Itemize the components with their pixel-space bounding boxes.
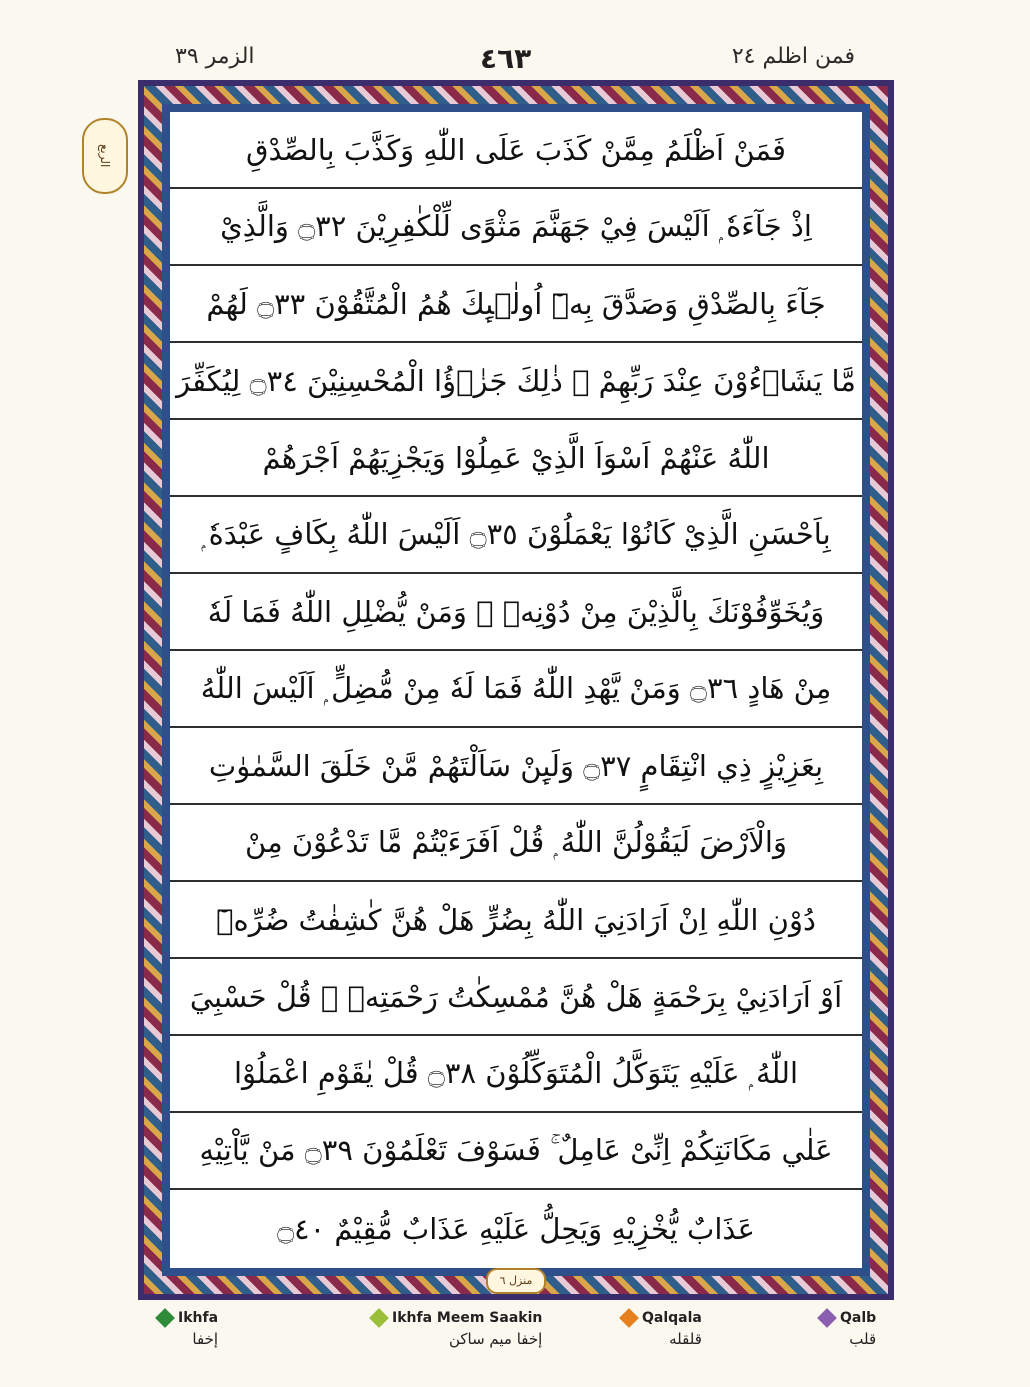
legend-item-ikhfa [158,1310,218,1348]
legend-label-ar: قلقله [669,1330,702,1348]
text-line: مِنْ هَادٍ ۝٣٦ وَمَنْ يَّهْدِ اللّٰهُ فَمَا لَهٗ مِنْ مُّضِلٍّ ۭ اَلَيْسَ اللّٰهُ [170,651,862,728]
diamond-icon [619,1308,639,1328]
legend-label-en: Qalb [840,1310,877,1326]
legend-item-qalb [820,1310,876,1348]
legend-item-ikhfa-meem-saakin [372,1310,542,1348]
diamond-icon [369,1308,389,1328]
legend-label-en: Ikhfa [178,1310,219,1326]
text-line: اَوْ اَرَادَنِيْ بِرَحْمَةٍ هَلْ هُنَّ مُمْسِكٰتُ رَحْمَتِهٖ ۭ قُلْ حَسْبِيَ [170,959,862,1036]
diamond-icon [817,1308,837,1328]
legend-label-en: Ikhfa Meem Saakin [392,1310,543,1326]
legend-item-qalqala [622,1310,702,1348]
text-line: عَذَابٌ يُّخْزِيْهِ وَيَحِلُّ عَلَيْهِ عَذَابٌ مُّقِيْمٌ ۝٤٠ [277,1211,755,1246]
text-line: بِعَزِيْزٍ ذِي انْتِقَامٍ ۝٣٧ وَلَىِٕنْ سَاَلْتَهُمْ مَّنْ خَلَقَ السَّمٰوٰتِ [170,728,862,805]
legend-label-ar: إخفا [192,1330,219,1348]
text-line: دُوْنِ اللّٰهِ اِنْ اَرَادَنِيَ اللّٰهُ بِضُرٍّ هَلْ هُنَّ كٰشِفٰتُ ضُرِّهٖٓ [170,882,862,959]
text-line: اِذْ جَآءَهٗ ۭ اَلَيْسَ فِيْ جَهَنَّمَ مَثْوًى لِّلْكٰفِرِيْنَ ۝٣٢ وَالَّذِيْ [170,189,862,266]
quran-text-area [170,112,862,1268]
text-line: بِاَحْسَنِ الَّذِيْ كَانُوْا يَعْمَلُوْنَ ۝٣٥ اَلَيْسَ اللّٰهُ بِكَافٍ عَبْدَهٗ ۭ [170,497,862,574]
manzil-badge: منزل ٦ [486,1268,546,1294]
tajweed-legend [0,1310,1030,1370]
rub-marker [82,118,128,194]
surah-name: الزمر ٣٩ [175,44,255,69]
legend-label-en: Qalqala [642,1310,702,1326]
page-header [0,44,1030,84]
text-line: وَالْاَرْضَ لَيَقُوْلُنَّ اللّٰهُ ۭ قُلْ اَفَرَءَيْتُمْ مَّا تَدْعُوْنَ مِنْ [170,805,862,882]
diamond-icon [155,1308,175,1328]
juz-name: فمن اظلم ٢٤ [731,44,855,69]
text-line: اللّٰهُ ۭ عَلَيْهِ يَتَوَكَّلُ الْمُتَوَكِّلُوْنَ ۝٣٨ قُلْ يٰقَوْمِ اعْمَلُوْا [170,1036,862,1113]
text-line: عَلٰي مَكَانَتِكُمْ اِنِّىْ عَامِلٌ ۚ فَسَوْفَ تَعْلَمُوْنَ ۝٣٩ مَنْ يَّاْتِيْهِ [170,1113,862,1190]
rub-marker-label: الربع [98,144,112,168]
page-number: ٤٦٣ [480,42,532,75]
text-line: فَمَنْ اَظْلَمُ مِمَّنْ كَذَبَ عَلَى اللّٰهِ وَكَذَّبَ بِالصِّدْقِ [170,112,862,189]
text-line: مَّا يَشَاۗءُوْنَ عِنْدَ رَبِّهِمْ ۭ ذٰلِكَ جَزٰۗؤُا الْمُحْسِنِيْنَ ۝٣٤ لِيُكَفِّرَ [170,343,862,420]
text-line: اللّٰهُ عَنْهُمْ اَسْوَاَ الَّذِيْ عَمِلُوْا وَيَجْزِيَهُمْ اَجْرَهُمْ [170,420,862,497]
text-line: وَيُخَوِّفُوْنَكَ بِالَّذِيْنَ مِنْ دُوْنِهٖ ۭ وَمَنْ يُّضْلِلِ اللّٰهُ فَمَا لَهٗ [170,574,862,651]
legend-label-ar: قلب [849,1330,877,1348]
legend-label-ar: إخفا ميم ساكن [448,1330,543,1348]
text-line: جَآءَ بِالصِّدْقِ وَصَدَّقَ بِهٖٓ اُولٰۗىِٕكَ هُمُ الْمُتَّقُوْنَ ۝٣٣ لَهُمْ [170,266,862,343]
